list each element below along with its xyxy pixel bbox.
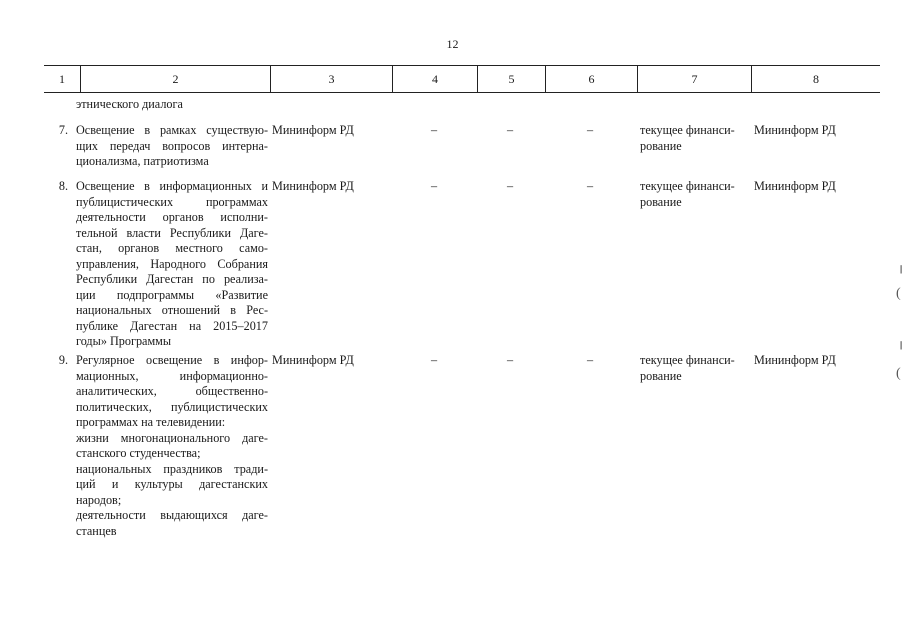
scan-artifact: ( — [896, 286, 901, 301]
row-executor: Мининформ РД — [272, 353, 354, 367]
description-line: ций и культуры дагестанских — [76, 477, 268, 491]
financing-line: рование — [640, 194, 682, 209]
description-line: управления, Народного Собрания — [76, 256, 268, 271]
description-line: деятельности выдающихся даге- — [76, 508, 268, 522]
header-col-1: 1 — [59, 72, 65, 86]
description-line: программах на телевидении: — [76, 415, 226, 429]
row-col6: – — [586, 353, 594, 367]
row-financing — [640, 123, 746, 154]
description-line: Освещение в рамках существую- — [76, 123, 268, 137]
table-header — [44, 65, 880, 93]
row-number: 8. — [58, 179, 68, 193]
row-financing — [640, 179, 746, 210]
row-col5: – — [506, 353, 514, 367]
description-line: деятельности органов исполни- — [76, 210, 268, 224]
financing-line: текущее финанси- — [640, 179, 735, 193]
page-number: 12 — [446, 37, 459, 51]
row-description — [76, 179, 268, 350]
description-line: национальных отношений в Рес- — [76, 303, 268, 317]
description-line: ции подпрограммы «Развитие — [76, 287, 268, 302]
header-col-7: 7 — [637, 66, 751, 92]
row-responsible: Мининформ РД — [754, 179, 836, 193]
description-line: публицистических программах — [76, 194, 268, 209]
description-line: жизни многонационального даге- — [76, 430, 268, 445]
header-col-5: 5 — [477, 66, 545, 92]
description-line: Регулярное освещение в инфор- — [76, 353, 268, 367]
row-executor: Мининформ РД — [272, 179, 354, 193]
row-number: 9. — [58, 353, 68, 367]
header-col-4: 4 — [392, 66, 477, 92]
row-col4: – — [430, 353, 438, 367]
header-col-2: 2 — [80, 66, 270, 92]
scan-artifact: ╷ — [897, 259, 905, 274]
description-line: национальных праздников тради- — [76, 461, 268, 476]
financing-line: текущее финанси- — [640, 353, 735, 367]
row-col4: – — [430, 179, 438, 193]
description-line: годы» Программы — [76, 334, 172, 348]
financing-line: рование — [640, 138, 682, 153]
financing-line: текущее финанси- — [640, 123, 735, 137]
row-col5: – — [506, 179, 514, 193]
row-responsible: Мининформ РД — [754, 353, 836, 367]
description-line: народов; — [76, 492, 122, 507]
description-line: публике Дагестан на 2015–2017 — [76, 318, 268, 333]
row-col6: – — [586, 123, 594, 137]
scan-artifact: ( — [896, 366, 901, 381]
row-description — [76, 123, 268, 170]
description-line: щих передач вопросов интерна- — [76, 138, 268, 153]
header-col-3: 3 — [270, 66, 392, 92]
row-col6: – — [586, 179, 594, 193]
description-line: Республики Дагестан по реализа- — [76, 272, 268, 286]
row-financing — [640, 353, 746, 384]
financing-line: рование — [640, 368, 682, 383]
description-line: мационных, информационно- — [76, 368, 268, 383]
row-description — [76, 353, 268, 539]
header-col-8: 8 — [751, 66, 880, 92]
description-line: станского студенчества; — [76, 446, 201, 460]
row-col4: – — [430, 123, 438, 137]
description-line: ционализма, патриотизма — [76, 154, 209, 168]
row-col5: – — [506, 123, 514, 137]
description-line: Освещение в информационных и — [76, 179, 268, 193]
scan-artifact: ╷ — [897, 335, 905, 350]
continuation-text: этнического диалога — [76, 97, 183, 111]
description-line: аналитических, общественно- — [76, 384, 268, 398]
row-executor: Мининформ РД — [272, 123, 354, 137]
row-number: 7. — [58, 123, 68, 137]
description-line: стан, органов местного само- — [76, 241, 268, 255]
row-responsible: Мининформ РД — [754, 123, 836, 137]
description-line: политических, публицистических — [76, 399, 268, 414]
header-col-6: 6 — [545, 66, 637, 92]
description-line: тельной власти Республики Даге- — [76, 225, 268, 240]
description-line: станцев — [76, 523, 117, 538]
